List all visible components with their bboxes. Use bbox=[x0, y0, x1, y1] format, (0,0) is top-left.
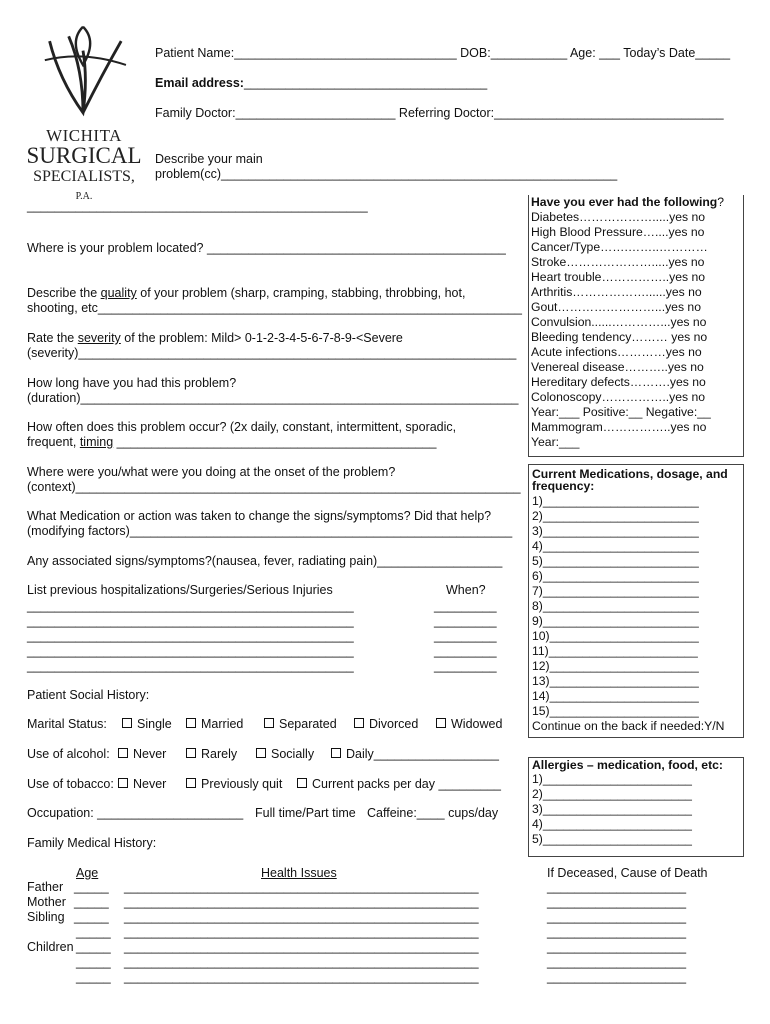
hosp-line[interactable]: _______________________________________________ bbox=[27, 614, 354, 628]
when-label: When? bbox=[446, 583, 486, 597]
age-blank[interactable]: _____ bbox=[74, 880, 109, 894]
marital-married-option[interactable]: Married bbox=[186, 717, 243, 731]
duration-label: How long have you had this problem? bbox=[27, 376, 237, 390]
allergy-line[interactable]: 3)______________________ bbox=[532, 802, 692, 816]
severity-field[interactable]: (severity)_______________________________________________________________ bbox=[27, 346, 517, 360]
age-blank[interactable]: _____ bbox=[76, 970, 111, 984]
previous-hospitalizations-label: List previous hospitalizations/Surgeries/Serious Injuries bbox=[27, 583, 333, 597]
age-blank[interactable]: _____ bbox=[74, 895, 109, 909]
history-item[interactable]: Bleeding tendency……… yes no bbox=[531, 330, 708, 344]
alcohol-socially-option[interactable]: Socially bbox=[256, 747, 314, 761]
health-issues-blank[interactable]: ___________________________________________________ bbox=[124, 925, 479, 939]
logo-line2: SURGICAL bbox=[26, 143, 142, 168]
tobacco-never-option[interactable]: Never bbox=[118, 777, 166, 791]
duration-field[interactable]: (duration)_______________________________________________________________ bbox=[27, 391, 519, 405]
checkbox-icon[interactable] bbox=[186, 748, 196, 758]
history-item[interactable]: Diabetes……………….....yes no bbox=[531, 210, 706, 224]
medications-list bbox=[532, 468, 728, 734]
chief-complaint-continued[interactable]: _________________________________________________ bbox=[27, 199, 368, 213]
associated-symptoms-field[interactable]: Any associated signs/symptoms?(nausea, fever, radiating pain)__________________ bbox=[27, 554, 503, 568]
history-item[interactable]: Convulsion......…………...yes no bbox=[531, 315, 707, 329]
when-line[interactable]: _________ bbox=[434, 659, 497, 673]
medication-line[interactable]: 6)_______________________ bbox=[532, 569, 699, 583]
context-label: Where were you/what were you doing at the onset of the problem? bbox=[27, 465, 396, 479]
patient-name-line[interactable]: Patient Name:________________________________ DOB:___________ Age: ___ Today’s Date_____ bbox=[155, 46, 731, 60]
marital-separated-option[interactable]: Separated bbox=[264, 717, 337, 731]
quality-field[interactable]: shooting, etc_____________________________________________________________ bbox=[27, 301, 522, 315]
logo-line3: SPECIALISTS, P.A. bbox=[33, 168, 135, 202]
relation-mother: Mother bbox=[27, 895, 66, 909]
relation-father: Father bbox=[27, 880, 64, 894]
quality-label: Describe the quality of your problem (sharp, cramping, stabbing, throbbing, hot, bbox=[27, 286, 466, 300]
medication-line[interactable]: 3)_______________________ bbox=[532, 524, 699, 538]
hosp-line[interactable]: _______________________________________________ bbox=[27, 599, 354, 613]
checkbox-icon[interactable] bbox=[331, 748, 341, 758]
modifying-label: What Medication or action was taken to change the signs/symptoms? Did that help? bbox=[27, 509, 492, 523]
health-issues-blank[interactable]: ___________________________________________________ bbox=[124, 970, 479, 984]
family-history-heading: Family Medical History: bbox=[27, 836, 157, 850]
hosp-line[interactable]: _______________________________________________ bbox=[27, 629, 354, 643]
location-field[interactable]: Where is your problem located? ___________________________________________ bbox=[27, 241, 506, 255]
context-field[interactable]: (context)________________________________________________________________ bbox=[27, 480, 521, 494]
medication-line[interactable]: 14)______________________ bbox=[532, 689, 699, 703]
when-line[interactable]: _________ bbox=[434, 614, 497, 628]
cause-of-death-blank[interactable]: ____________________ bbox=[547, 955, 687, 969]
medication-line[interactable]: 13)______________________ bbox=[532, 674, 699, 688]
timing-field[interactable]: frequent, timing ______________________________________________ bbox=[27, 435, 437, 449]
medication-line[interactable]: 12)______________________ bbox=[532, 659, 699, 673]
alcohol-label: Use of alcohol: bbox=[27, 747, 110, 761]
alcohol-daily-option[interactable]: Daily__________________ bbox=[331, 747, 499, 761]
allergy-line[interactable]: 5)______________________ bbox=[532, 832, 692, 846]
checkbox-icon[interactable] bbox=[297, 778, 307, 788]
medical-history-title: Have you ever had the following? bbox=[531, 195, 725, 209]
history-item[interactable]: Acute infections…………yes no bbox=[531, 345, 702, 359]
wv-monogram-icon bbox=[28, 22, 138, 127]
checkbox-icon[interactable] bbox=[186, 778, 196, 788]
medication-line[interactable]: 9)_______________________ bbox=[532, 614, 699, 628]
cause-of-death-blank[interactable]: ____________________ bbox=[547, 880, 687, 894]
medications-title-2: frequency: bbox=[532, 479, 595, 493]
marital-widowed-option[interactable]: Widowed bbox=[436, 717, 502, 731]
continue-on-back[interactable]: Continue on the back if needed:Y/N bbox=[532, 719, 725, 733]
tobacco-current-option[interactable]: Current packs per day _________ bbox=[297, 777, 501, 791]
health-issues-blank[interactable]: ___________________________________________________ bbox=[124, 910, 479, 924]
medication-line[interactable]: 8)_______________________ bbox=[532, 599, 699, 613]
medication-line[interactable]: 10)______________________ bbox=[532, 629, 699, 643]
history-item[interactable]: High Blood Pressure…....yes no bbox=[531, 225, 705, 239]
severity-label: Rate the severity of the problem: Mild> 0-1-2-3-4-5-6-7-8-9-<Severe bbox=[27, 331, 403, 345]
checkbox-icon[interactable] bbox=[264, 718, 274, 728]
medication-line[interactable]: 7)_______________________ bbox=[532, 584, 699, 598]
age-blank[interactable]: _____ bbox=[76, 955, 111, 969]
checkbox-icon[interactable] bbox=[122, 718, 132, 728]
caffeine-field[interactable]: Caffeine:____ cups/day bbox=[367, 806, 499, 820]
checkbox-icon[interactable] bbox=[354, 718, 364, 728]
health-issues-blank[interactable]: ___________________________________________________ bbox=[124, 880, 479, 894]
checkbox-icon[interactable] bbox=[436, 718, 446, 728]
social-history-heading: Patient Social History: bbox=[27, 688, 150, 702]
history-item[interactable]: Year:___ bbox=[531, 435, 580, 449]
when-line[interactable]: _________ bbox=[434, 599, 497, 613]
allergies-title: Allergies – medication, food, etc: bbox=[532, 758, 723, 772]
checkbox-icon[interactable] bbox=[118, 778, 128, 788]
when-line[interactable]: _________ bbox=[434, 644, 497, 658]
history-item[interactable]: Venereal disease………..yes no bbox=[531, 360, 704, 374]
medication-line[interactable]: 2)_______________________ bbox=[532, 509, 699, 523]
medication-line[interactable]: 1)_______________________ bbox=[532, 494, 699, 508]
cause-of-death-blank[interactable]: ____________________ bbox=[547, 940, 687, 954]
allergy-line[interactable]: 4)______________________ bbox=[532, 817, 692, 831]
cause-of-death-blank[interactable]: ____________________ bbox=[547, 910, 687, 924]
checkbox-icon[interactable] bbox=[118, 748, 128, 758]
medical-history-list bbox=[531, 195, 724, 450]
medications-title: Current Medications, dosage, and bbox=[532, 467, 728, 481]
chief-complaint-field[interactable]: problem(cc)_________________________________________________________ bbox=[155, 167, 618, 181]
history-item[interactable]: Gout……………………...yes no bbox=[531, 300, 701, 314]
hosp-line[interactable]: _______________________________________________ bbox=[27, 659, 354, 673]
health-issues-column-header: Health Issues bbox=[261, 866, 337, 880]
health-issues-blank[interactable]: ___________________________________________________ bbox=[124, 955, 479, 969]
hosp-line[interactable]: _______________________________________________ bbox=[27, 644, 354, 658]
fulltime-parttime-label: Full time/Part time bbox=[255, 806, 356, 820]
health-issues-blank[interactable]: ___________________________________________________ bbox=[124, 895, 479, 909]
marital-divorced-option[interactable]: Divorced bbox=[354, 717, 418, 731]
medication-line[interactable]: 5)_______________________ bbox=[532, 554, 699, 568]
medication-line[interactable]: 4)_______________________ bbox=[532, 539, 699, 553]
marital-status-label: Marital Status: bbox=[27, 717, 107, 731]
alcohol-never-option[interactable]: Never bbox=[118, 747, 166, 761]
cause-of-death-blank[interactable]: ____________________ bbox=[547, 970, 687, 984]
history-item[interactable]: Year:___ Positive:__ Negative:__ bbox=[531, 405, 711, 419]
history-item[interactable]: Mammogram……………..yes no bbox=[531, 420, 707, 434]
age-blank[interactable]: _____ bbox=[74, 910, 109, 924]
timing-label: How often does this problem occur? (2x daily, constant, intermittent, sporadic, bbox=[27, 420, 457, 434]
history-item[interactable]: Heart trouble……………..yes no bbox=[531, 270, 706, 284]
history-item[interactable]: Colonoscopy……………..yes no bbox=[531, 390, 706, 404]
logo-line1: WICHITA bbox=[46, 126, 122, 145]
email-line[interactable]: Email address:___________________________________ bbox=[155, 76, 488, 90]
cause-of-death-column-header: If Deceased, Cause of Death bbox=[547, 866, 708, 880]
history-item[interactable]: Stroke………………….....yes no bbox=[531, 255, 705, 269]
tobacco-label: Use of tobacco: bbox=[27, 777, 114, 791]
medication-line[interactable]: 15)______________________ bbox=[532, 704, 699, 718]
allergies-list bbox=[532, 759, 723, 847]
age-blank[interactable]: _____ bbox=[76, 925, 111, 939]
describe-label: Describe your main bbox=[155, 152, 263, 166]
doctor-line[interactable]: Family Doctor:_______________________ Referring Doctor:_________________________________ bbox=[155, 106, 724, 120]
cause-of-death-blank[interactable]: ____________________ bbox=[547, 925, 687, 939]
health-issues-blank[interactable]: ___________________________________________________ bbox=[124, 940, 479, 954]
allergy-line[interactable]: 2)______________________ bbox=[532, 787, 692, 801]
modifying-field[interactable]: (modifying factors)_______________________________________________________ bbox=[27, 524, 513, 538]
relation-sibling: Sibling bbox=[27, 910, 65, 924]
cause-of-death-blank[interactable]: ____________________ bbox=[547, 895, 687, 909]
alcohol-rarely-option[interactable]: Rarely bbox=[186, 747, 237, 761]
when-line[interactable]: _________ bbox=[434, 629, 497, 643]
age-blank[interactable]: _____ bbox=[76, 940, 111, 954]
occupation-field[interactable]: Occupation: _____________________ bbox=[27, 806, 244, 820]
history-item[interactable]: Cancer/Type…….……..………… bbox=[531, 240, 708, 254]
history-item[interactable]: Hereditary defects……….yes no bbox=[531, 375, 706, 389]
medication-line[interactable]: 11)______________________ bbox=[532, 644, 698, 658]
tobacco-quit-option[interactable]: Previously quit bbox=[186, 777, 282, 791]
age-column-header: Age bbox=[76, 866, 99, 880]
history-item[interactable]: Arthritis………………......yes no bbox=[531, 285, 702, 299]
checkbox-icon[interactable] bbox=[256, 748, 266, 758]
checkbox-icon[interactable] bbox=[186, 718, 196, 728]
marital-single-option[interactable]: Single bbox=[122, 717, 172, 731]
allergy-line[interactable]: 1)______________________ bbox=[532, 772, 692, 786]
relation-children: Children bbox=[27, 940, 74, 954]
